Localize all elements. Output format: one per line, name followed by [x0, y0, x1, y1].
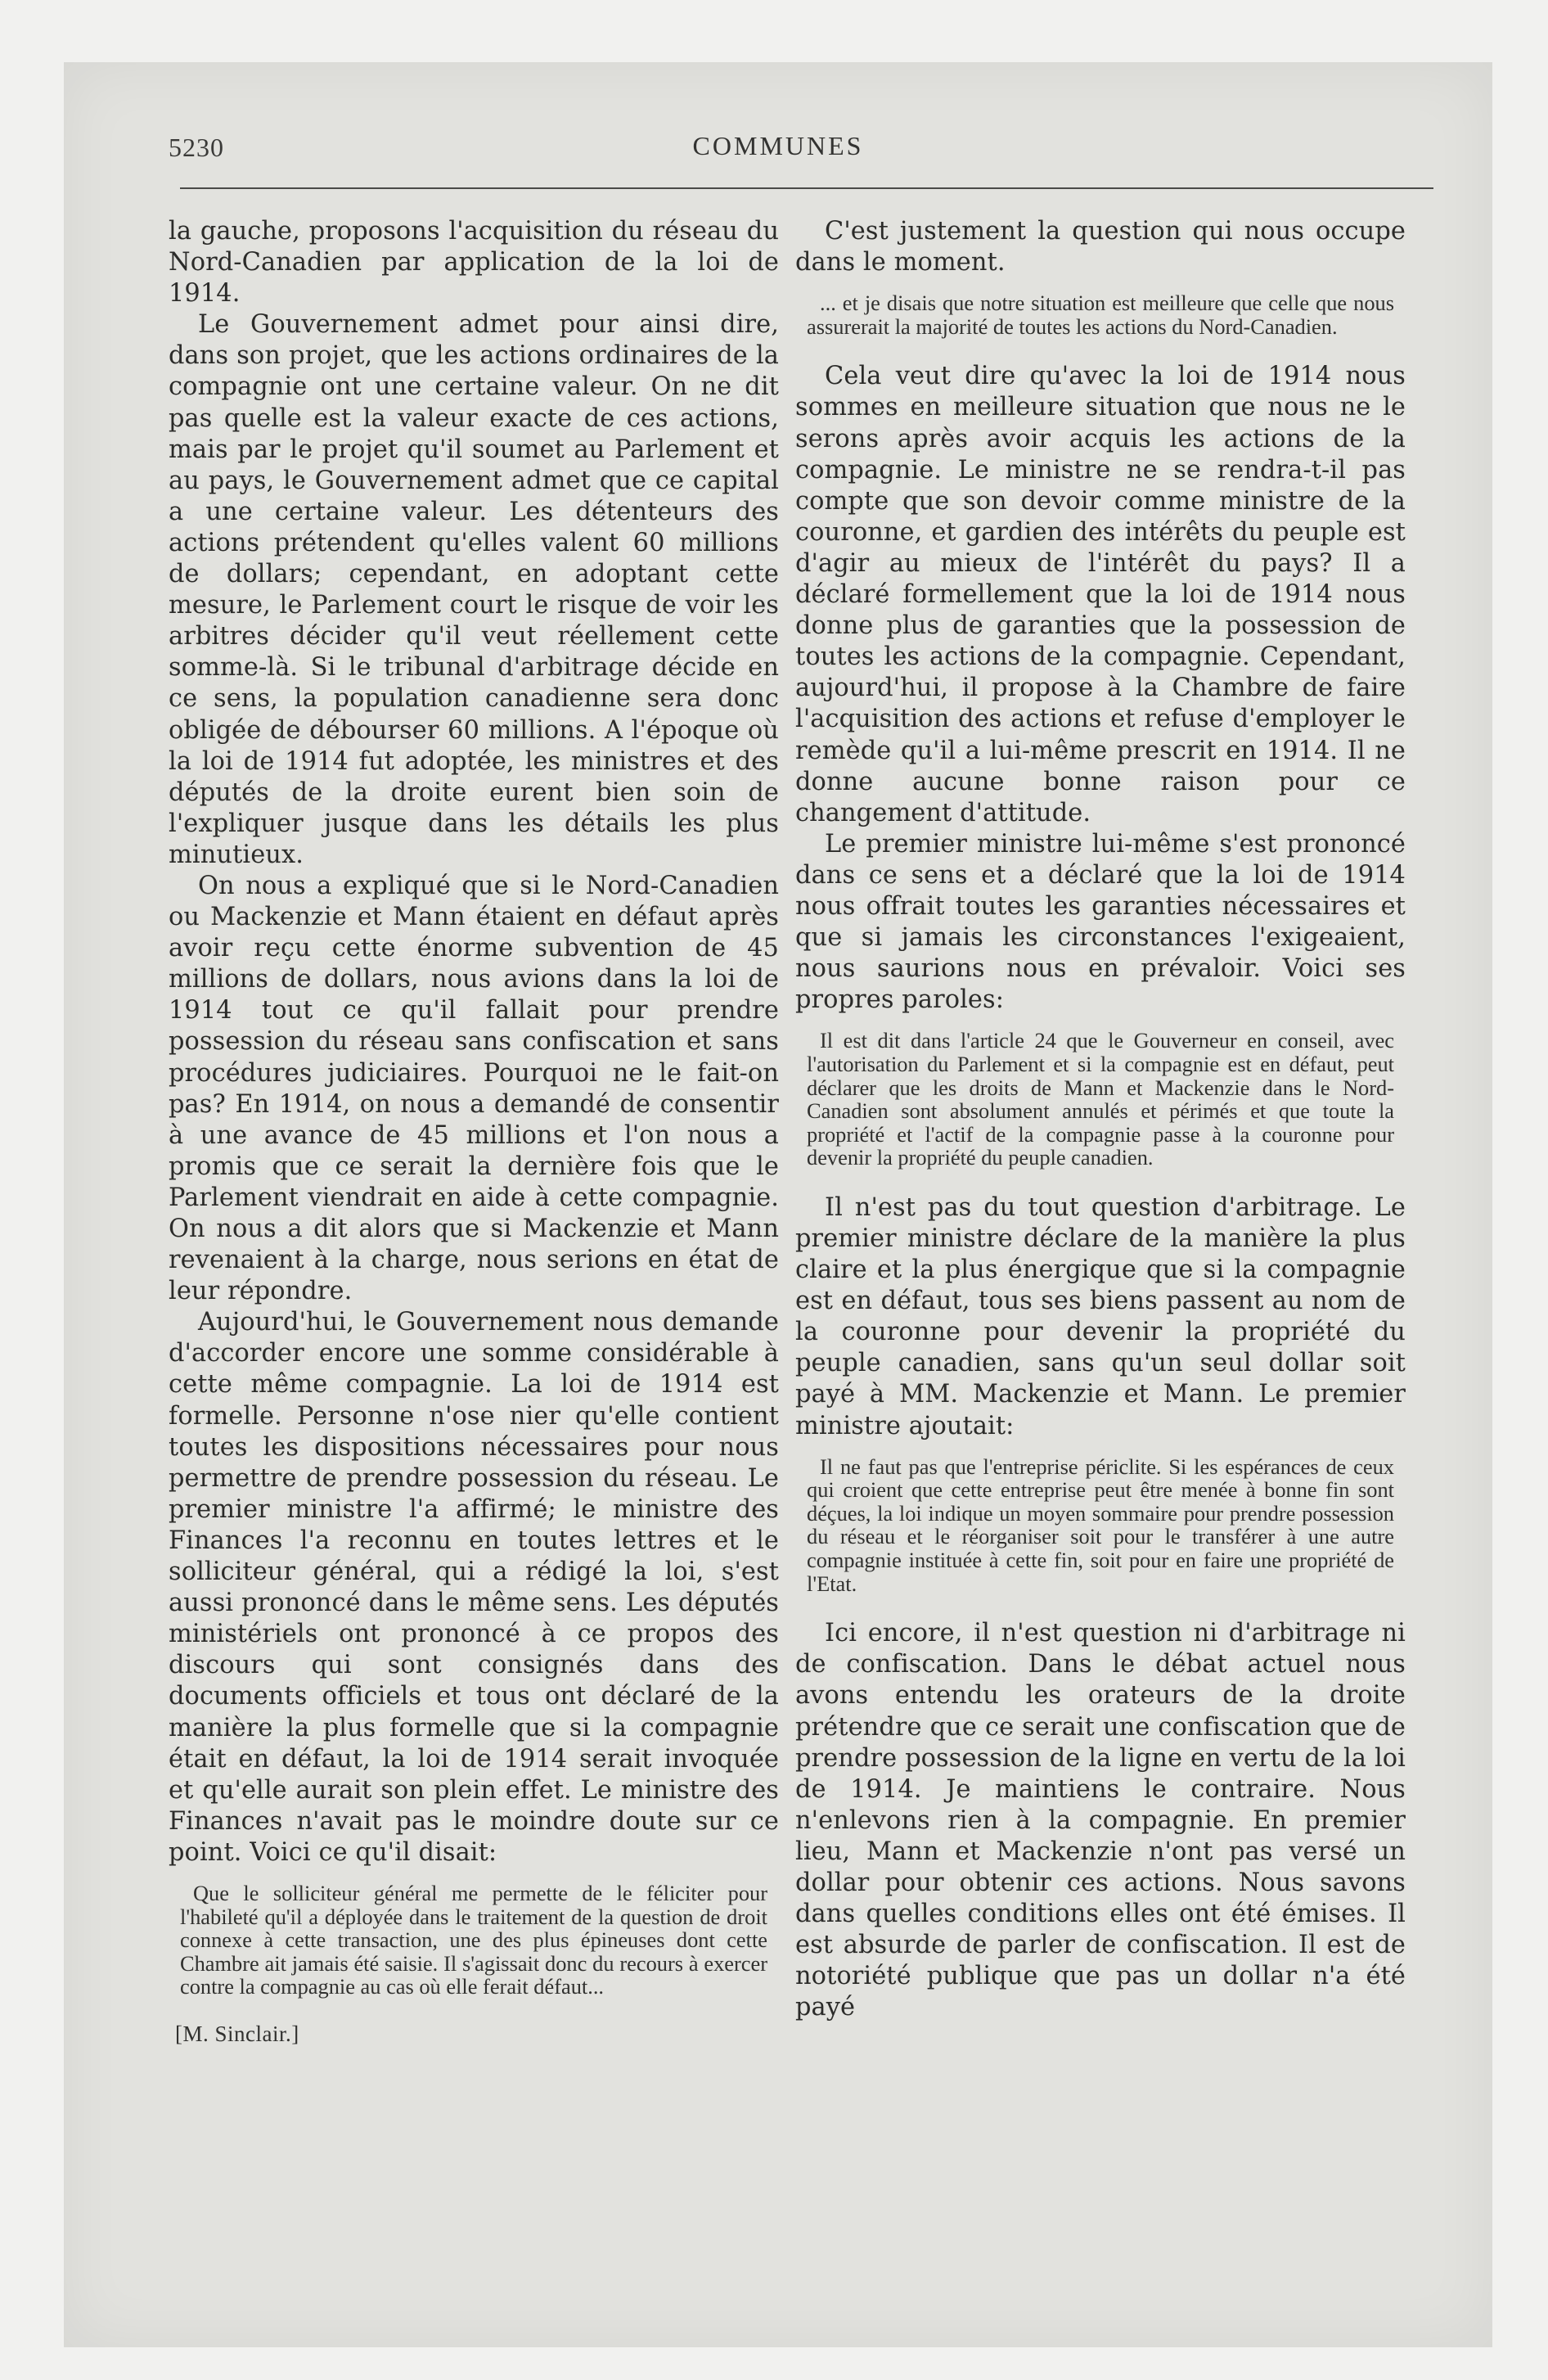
header-rule	[180, 187, 1433, 189]
block-quote: Il est dit dans l'article 24 que le Gouverneur en conseil, avec l'autorisation du Parlement et si la compagnie est en défaut, peut déclarer que les droits de Mann et Mackenzie dans le Nord-Canadien sont absolument annulés et périmés et que toute la propriété et l'actif de la compagnie passe à la couronne pour devenir la propriété du peuple canadien.	[807, 1028, 1394, 1170]
scanned-page	[64, 62, 1492, 2347]
block-quote: Que le solliciteur général me permette de le féliciter pour l'habileté qu'il a déployée dans le traitement de la question de droit connexe à cette transaction, une des plus épineuses dont cette Chambre ait jamais été saisie. Il s'agissait donc du recours à exercer contre la compagnie au cas où elle ferait défaut...	[180, 1880, 767, 1999]
block-quote: ... et je disais que notre situation est meilleure que celle que nous assurerait la majorité de toutes les actions du Nord-Canadien.	[807, 291, 1394, 339]
paragraph: Cela veut dire qu'avec la loi de 1914 nous sommes en meilleure situation que nous ne le serons après avoir acquis les actions de la compagnie. Le ministre ne se rendra-t-il pas compte que son devoir comme ministre de la couronne, et gardien des intérêts du peuple est d'agir au mieux de l'intérêt du pays? Il a déclaré formellement que la loi de 1914 nous donne plus de garanties que la possession de toutes les actions de la compagnie. Cependant, aujourd'hui, il propose à la Chambre de faire l'acquisition des actions et refuse d'employer le remède qu'il a lui-même prescrit en 1914. Il ne donne aucune bonne raison pour ce changement d'attitude.	[795, 362, 1406, 827]
paragraph: la gauche, proposons l'acquisition du réseau du Nord-Canadien par application de la loi de 1914.	[169, 217, 779, 309]
paragraph: On nous a expliqué que si le Nord-Canadien ou Mackenzie et Mann étaient en défaut après avoir reçu cette énorme subvention de 45 millions de dollars, nous avions dans la loi de 1914 tout ce qu'il fallait pour prendre possession du réseau sans confiscation et sans procédures judiciaires. Pourquoi ne le fait-on pas? En 1914, on nous a demandé de consentir à une avance de 45 millions et l'on nous a promis que ce serait la dernière fois que le Parlement viendrait en aide à cette compagnie. On nous a dit alors que si Mackenzie et Mann revenaient à la charge, nous serions en état de leur répondre.	[169, 871, 779, 1306]
paragraph: Le premier ministre lui-même s'est prononcé dans ce sens et a déclaré que la loi de 1914 nous offrait toutes les garanties nécessaires et que si jamais les circonstances l'exigeaient, nous saurions nous en prévaloir. Voici ses propres paroles:	[795, 829, 1406, 1015]
running-title: COMMUNES	[692, 131, 864, 160]
left-column	[169, 216, 779, 2047]
right-column	[795, 216, 1406, 2023]
paragraph: Le Gouvernement admet pour ainsi dire, dans son projet, que les actions ordinaires de la compagnie ont une certaine valeur. On ne dit pas quelle est la valeur exacte de ces actions, mais par le projet qu'il soumet au Parlement et au pays, le Gouvernement admet que ce capital a une certaine valeur. Les détenteurs des actions prétendent qu'elles valent 60 millions de dollars; cependant, en adoptant cette mesure, le Parlement court le risque de voir les arbitres décider qu'il veut réellement cette somme-là. Si le tribunal d'arbitrage décide en ce sens, la population canadienne sera donc obligée de débourser 60 millions. A l'époque où la loi de 1914 fut adoptée, les ministres et des députés de la droite eurent bien soin de l'expliquer jusque dans les détails les plus minutieux.	[169, 310, 779, 869]
block-quote: Il ne faut pas que l'entreprise périclite. Si les espérances de ceux qui croient que cette entreprise peut être menée à bonne fin sont déçues, la loi indique un moyen sommaire pour prendre possession du réseau et le réorganiser soit pour le transférer à une autre compagnie instituée à cette fin, soit pour en faire une propriété de l'Etat.	[807, 1454, 1394, 1596]
paragraph: Ici encore, il n'est question ni d'arbitrage ni de confiscation. Dans le débat actuel nous avons entendu les orateurs de la droite prétendre que ce serait une confiscation que de prendre possession de la ligne en vertu de la loi de 1914. Je maintiens le contraire. Nous n'enlevons rien à la compagnie. En premier lieu, Mann et Mackenzie n'ont pas versé un dollar pour obtenir ces actions. Nous savons dans quelles conditions elles ont été émises. Il est absurde de parler de confiscation. Il est de notoriété publique que pas un dollar n'a été payé	[795, 1619, 1406, 2022]
page-number: 5230	[169, 133, 224, 162]
page-header	[64, 62, 1492, 201]
speaker-attribution: [M. Sinclair.]	[175, 2021, 299, 2046]
paragraph: C'est justement la question qui nous occupe dans le moment.	[795, 217, 1406, 277]
paragraph: Il n'est pas du tout question d'arbitrage. Le premier ministre déclare de la manière la plus claire et la plus énergique que si la compagnie est en défaut, tous ses biens passent au nom de la couronne pour devenir la propriété du peuple canadien, sans qu'un seul dollar soit payé à MM. Mackenzie et Mann. Le premier ministre ajoutait:	[795, 1192, 1406, 1440]
paragraph: Aujourd'hui, le Gouvernement nous demande d'accorder encore une somme considérable à cette même compagnie. La loi de 1914 est formelle. Personne n'ose nier qu'elle contient toutes les dispositions nécessaires pour nous permettre de prendre possession du réseau. Le premier ministre l'a affirmé; le ministre des Finances l'a reconnu en toutes lettres et le solliciteur général, qui a rédigé la loi, s'est aussi prononcé dans le même sens. Les députés ministériels ont prononcé à ce propos des discours qui sont consignés dans des documents officiels et tous ont déclaré de la manière la plus formelle que si la compagnie était en défaut, la loi de 1914 serait invoquée et qu'elle aurait son plein effet. Le ministre des Finances n'avait pas le moindre doute sur ce point. Voici ce qu'il disait:	[169, 1308, 779, 1867]
